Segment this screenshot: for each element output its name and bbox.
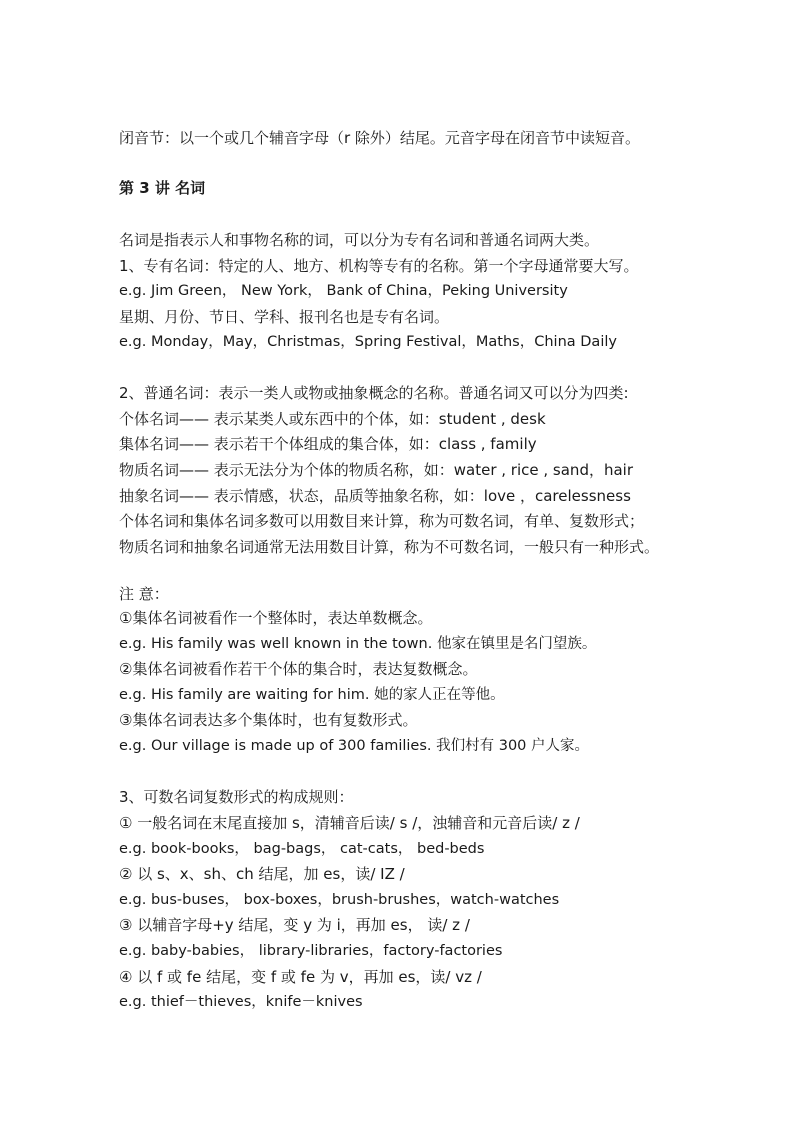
plural-rule: ② 以 s、x、sh、ch 结尾，加 es，读/ IZ / (119, 865, 405, 883)
proper-noun-example: e.g. Monday，May，Christmas，Spring Festival，Maths，China Daily (119, 334, 617, 350)
abstract-noun-line: 抽象名词—— 表示情感，状态，品质等抽象名称，如：love ，carelessness (119, 487, 631, 505)
plural-rule: ① 一般名词在末尾直接加 s，清辅音后读/ s /，浊辅音和元音后读/ z / (119, 814, 580, 832)
plural-rule-example: e.g. thief－thieves，knife－knives (119, 994, 363, 1010)
individual-noun-line: 个体名词—— 表示某类人或东西中的个体，如：student , desk (119, 410, 546, 428)
proper-noun-note: 星期、月份、节日、学科、报刊名也是专有名词。 (119, 308, 450, 326)
collective-noun-line: 集体名词—— 表示若干个体组成的集合体，如：class , family (119, 435, 537, 453)
attention-heading: 注 意： (119, 585, 169, 603)
note-example: e.g. His family was well known in the town. 他家在镇里是名门望族。 (119, 636, 597, 652)
note-item: ③集体名词表达多个集体时，也有复数形式。 (119, 711, 418, 729)
plural-rule: ④ 以 f 或 fe 结尾，变 f 或 fe 为 v，再加 es，读/ vz / (119, 968, 482, 986)
plural-rule: ③ 以辅音字母+y 结尾，变 y 为 i，再加 es， 读/ z / (119, 916, 470, 934)
plural-rule-example: e.g. baby-babies， library-libraries，factory-factories (119, 943, 503, 959)
closed-syllable-definition: 闭音节：以一个或几个辅音字母（r 除外）结尾。元音字母在闭音节中读短音。 (119, 129, 640, 147)
common-noun-heading: 2、普通名词：表示一类人或物或抽象概念的名称。普通名词又可以分为四类: (119, 384, 629, 402)
noun-definition: 名词是指表示人和事物名称的词，可以分为专有名词和普通名词两大类。 (119, 231, 600, 249)
plural-rule-example: e.g. bus-buses， box-boxes，brush-brushes，watch-watches (119, 892, 560, 908)
note-item: ②集体名词被看作若干个体的集合时，表达复数概念。 (119, 660, 478, 678)
countable-note: 个体名词和集体名词多数可以用数目来计算，称为可数名词，有单、复数形式； (119, 512, 645, 530)
note-item: ①集体名词被看作一个整体时，表达单数概念。 (119, 609, 433, 627)
proper-noun-heading: 1、专有名词：特定的人、地方、机构等专有的名称。第一个字母通常要大写。 (119, 257, 639, 275)
uncountable-note: 物质名词和抽象名词通常无法用数目计算，称为不可数名词，一般只有一种形式。 (119, 538, 660, 556)
note-example: e.g. Our village is made up of 300 families. 我们村有 300 户人家。 (119, 738, 590, 754)
lesson-heading: 第 3 讲 名词 (119, 179, 206, 197)
plural-rule-example: e.g. book-books， bag-bags， cat-cats， bed-beds (119, 841, 485, 857)
proper-noun-example: e.g. Jim Green， New York， Bank of China，Peking University (119, 283, 568, 299)
note-example: e.g. His family are waiting for him. 她的家人正在等他。 (119, 687, 505, 703)
material-noun-line: 物质名词—— 表示无法分为个体的物质名称，如：water , rice , sand，hair (119, 461, 633, 479)
plural-rules-heading: 3、可数名词复数形式的构成规则： (119, 788, 354, 806)
